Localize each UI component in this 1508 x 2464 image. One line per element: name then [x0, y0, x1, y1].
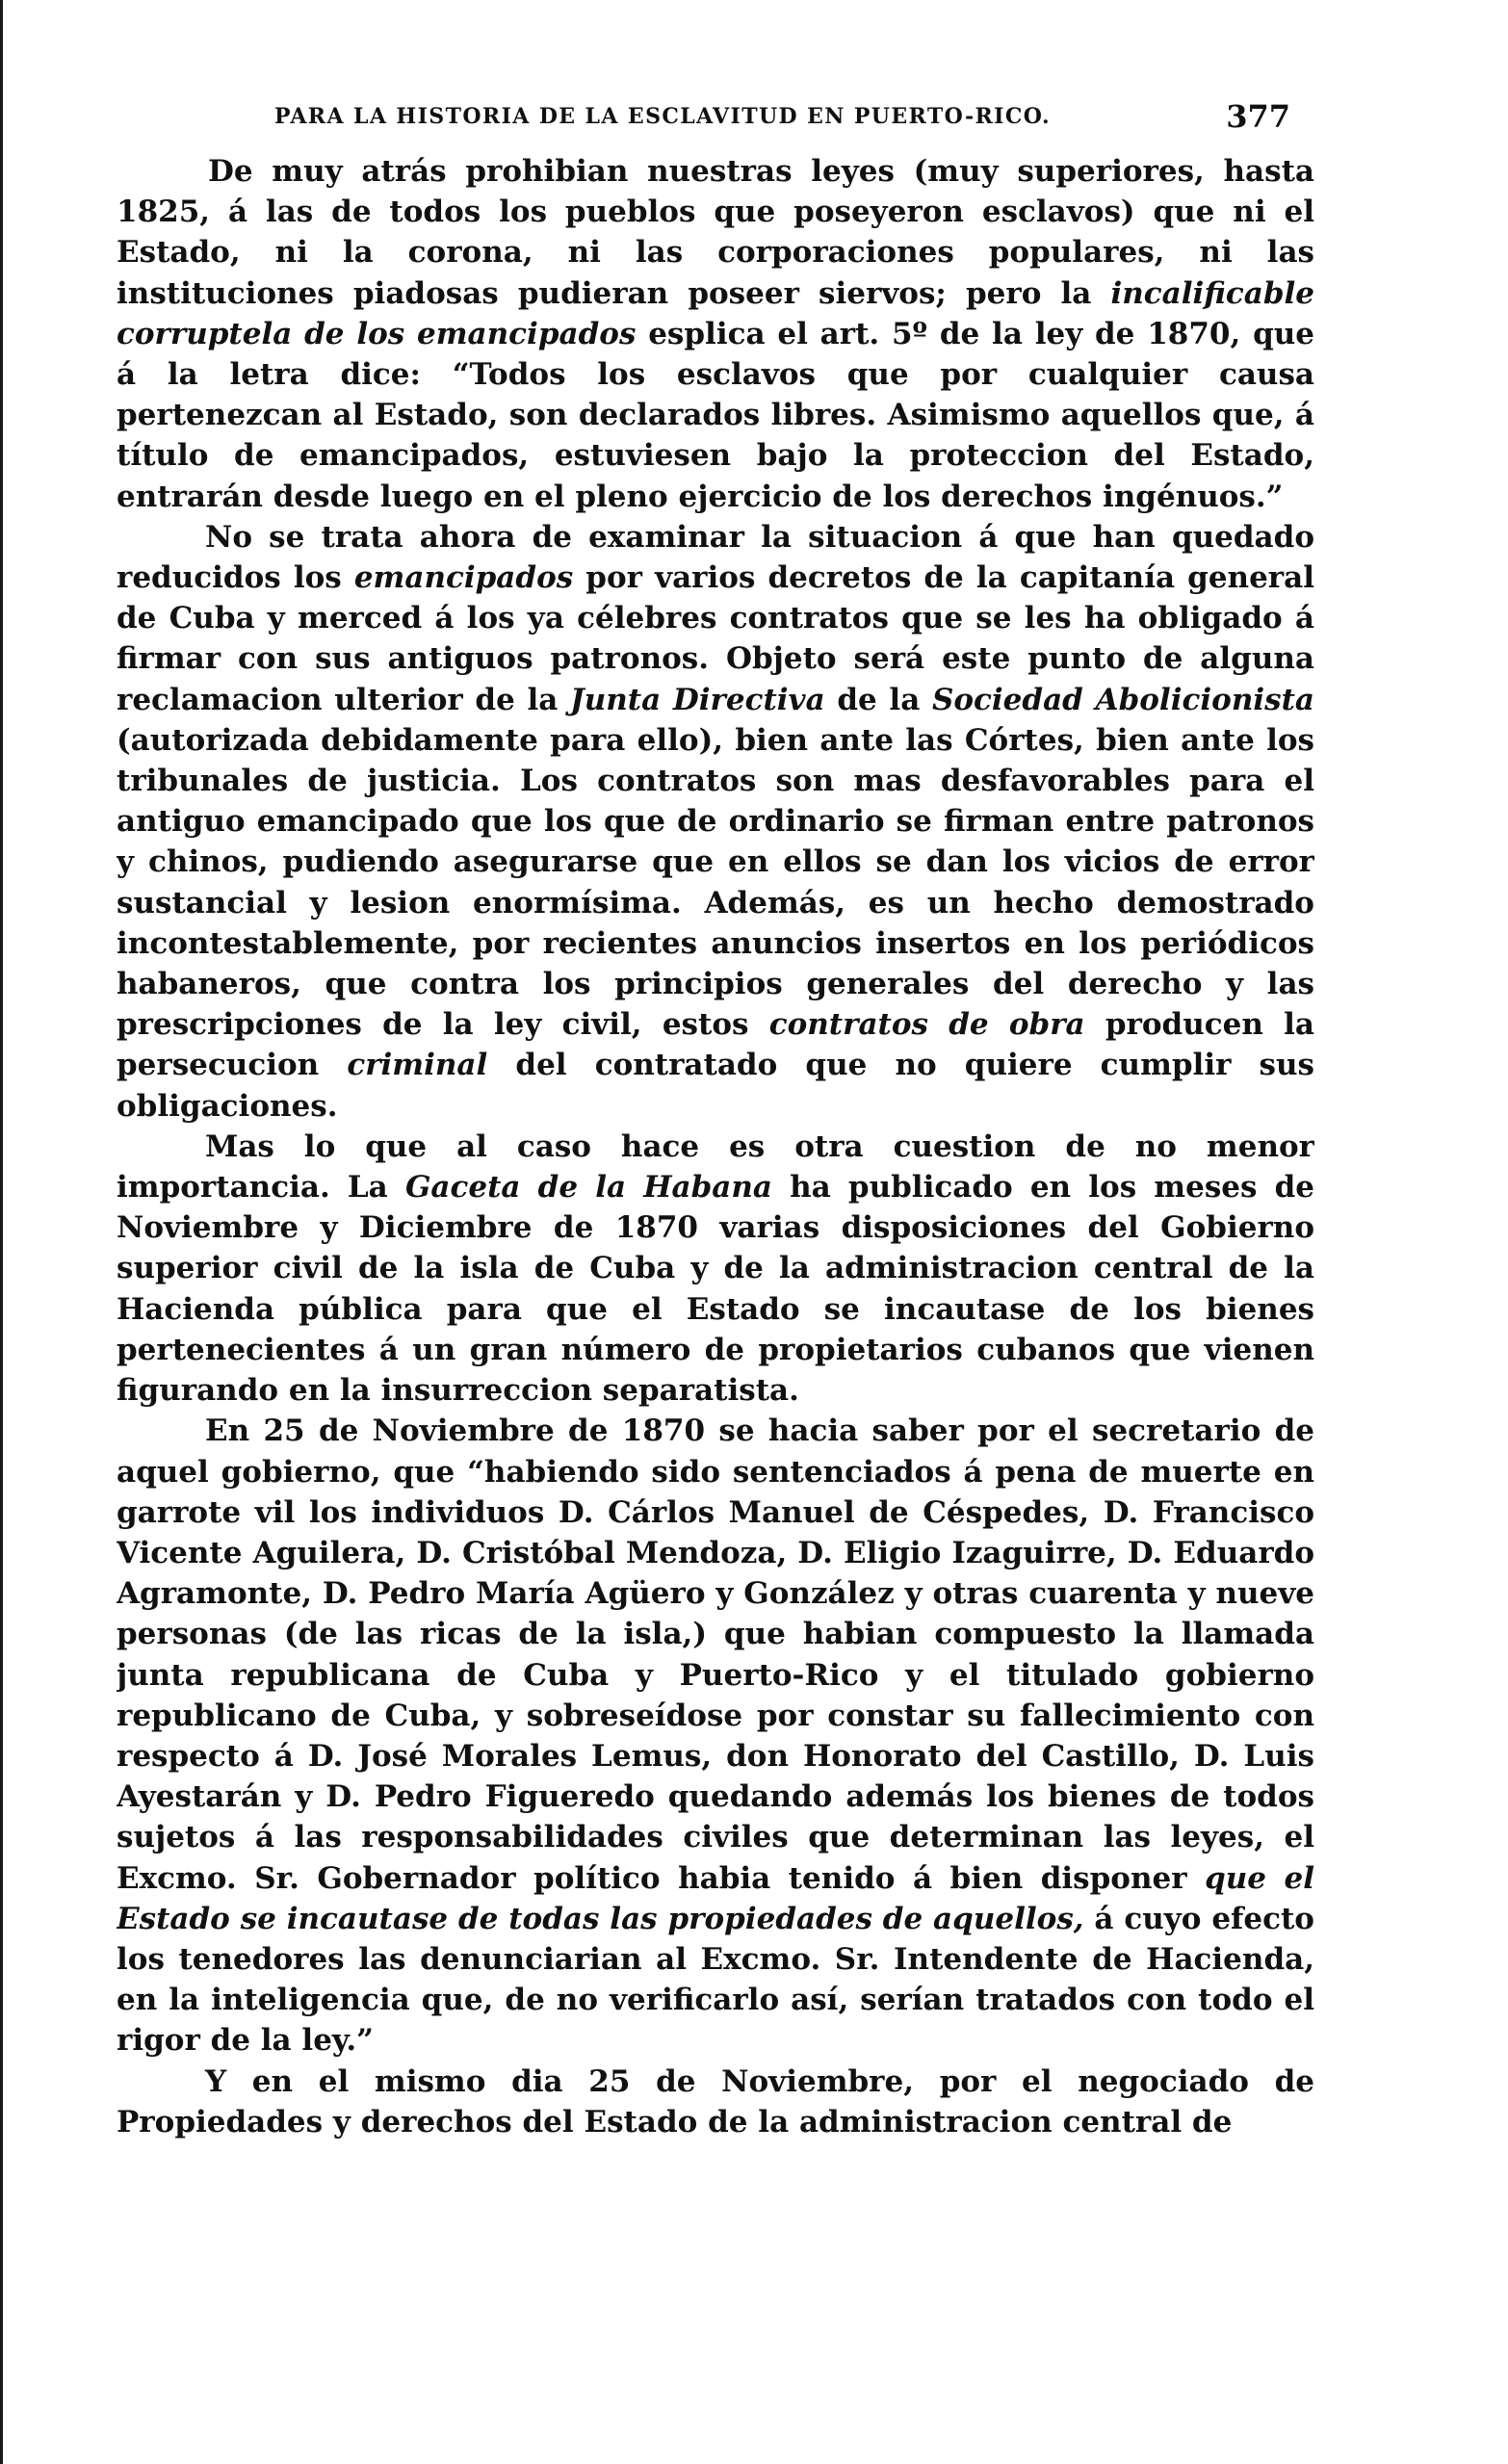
text-run: á cuyo efecto los tenedores las denunciarian al Excmo. Sr. Intendente de Hacienda, en la inteligencia que, de no verificarlo así, serían tratados con todo el rigor de la ley.” — [117, 1901, 1314, 2059]
italic-phrase: criminal — [347, 1048, 488, 1083]
text-run: No se trata ahora de examinar la situacion á que han quedado reducidos los — [117, 519, 1314, 596]
italic-phrase: emancipados — [353, 560, 574, 596]
text-run: del contratado que no quiere cumplir sus obligaciones. — [117, 1048, 1314, 1124]
paragraph-4 — [117, 1411, 1314, 2061]
body-text — [117, 151, 1314, 2443]
paragraph-2 — [117, 517, 1314, 1127]
text-run: En 25 de Noviembre de 1870 se hacia saber por el secretario de aquel gobierno, que “habiendo sido sentenciados á pena de muerte en garrote vil los individuos D. Cárlos Manuel de Céspedes, D. Francisco Vicente Aguilera, D. Cristóbal Mendoza, D. Eligio Izaguirre, D. Eduardo Agramonte, D. Pedro María Agüero y González y otras cuarenta y nueve personas (de las ricas de la isla,) que habian compuesto la llamada junta republicana de Cuba y Puerto-Rico y el titulado gobierno republicano de Cuba, y sobreseídose por constar su fallecimiento con respecto á D. José Morales Lemus, don Honorato del Castillo, D. Luis Ayestarán y D. Pedro Figueredo quedando además los bienes de todos sujetos á las responsabilidades civiles que determinan las leyes, el Excmo. Sr. Gobernador político habia tenido á bien disponer — [117, 1414, 1314, 1896]
page-number: 377 — [1226, 98, 1290, 135]
running-head: PARA LA HISTORIA DE LA ESCLAVITUD EN PUERTO-RICO. — [274, 104, 1052, 129]
text-run: por varios decretos de la capitanía general de Cuba y merced á los ya célebres contratos que se les ha obligado á firmar con sus antiguos patronos. Objeto será este punto de alguna reclamacion ulterior de la — [117, 560, 1314, 717]
italic-phrase: Sociedad Abolicionista — [931, 682, 1314, 717]
italic-phrase: Junta Directiva — [570, 682, 825, 717]
text-run: Mas lo que al caso hace es otra cuestion de no menor importancia. La — [117, 1128, 1314, 1206]
text-run: esplica el art. 5º de la ley de 1870, que á la letra dice: “Todos los esclavos que por cualquier causa pertenezcan al Estado, son declarados libres. Asimismo aquellos que, á título de emancipados, estuviesen bajo la proteccion del Estado, entrarán desde luego en el pleno ejercicio de los derechos ingénuos.” — [117, 316, 1314, 514]
paragraph-5 — [117, 2062, 1314, 2142]
text-run: ha publicado en los meses de Noviembre y Diciembre de 1870 varias disposiciones del Gobierno superior civil de la isla de Cuba y de la administracion central de la Hacienda pública para que el Estado se incautase de los bienes pertenecientes á un gran número de propietarios cubanos que vienen figurando en la insurreccion separatista. — [117, 1170, 1314, 1409]
paragraph-1 — [117, 151, 1314, 517]
italic-phrase: Gaceta de la Habana — [404, 1170, 772, 1206]
text-run: De muy atrás prohibian nuestras leyes (muy superiores, hasta 1825, á las de todos los pueblos que poseyeron esclavos) que ni el Estado, ni la corona, ni las corporaciones populares, ni las instituciones piadosas pudieran poseer siervos; pero la — [117, 154, 1314, 311]
italic-phrase: contratos de obra — [768, 1007, 1085, 1043]
paragraph-3 — [117, 1127, 1314, 1411]
page-left-edge-rule — [0, 0, 3, 2464]
text-run: producen la persecucion — [117, 1007, 1314, 1083]
italic-phrase: incalificable corruptela de los emancipados — [117, 275, 1314, 351]
page-header — [274, 98, 1290, 141]
text-run: de la — [824, 682, 932, 717]
text-run: Y en el mismo dia 25 de Noviembre, por el negociado de Propiedades y derechos del Estado de la administracion central de — [117, 2063, 1314, 2140]
text-run: (autorizada debidamente para ello), bien ante las Córtes, bien ante los tribunales de justicia. Los contratos son mas desfavorables para el antiguo emancipado que los que de ordinario se firman entre patronos y chinos, pudiendo asegurarse que en ellos se dan los vicios de error sustancial y lesion enormísima. Además, es un hecho demostrado incontestablemente, por recientes anuncios insertos en los periódicos habaneros, que contra los principios generales del derecho y las prescripciones de la ley civil, estos — [117, 722, 1314, 1043]
italic-phrase: que el Estado se incautase de todas las propiedades de aquellos, — [117, 1860, 1314, 1936]
